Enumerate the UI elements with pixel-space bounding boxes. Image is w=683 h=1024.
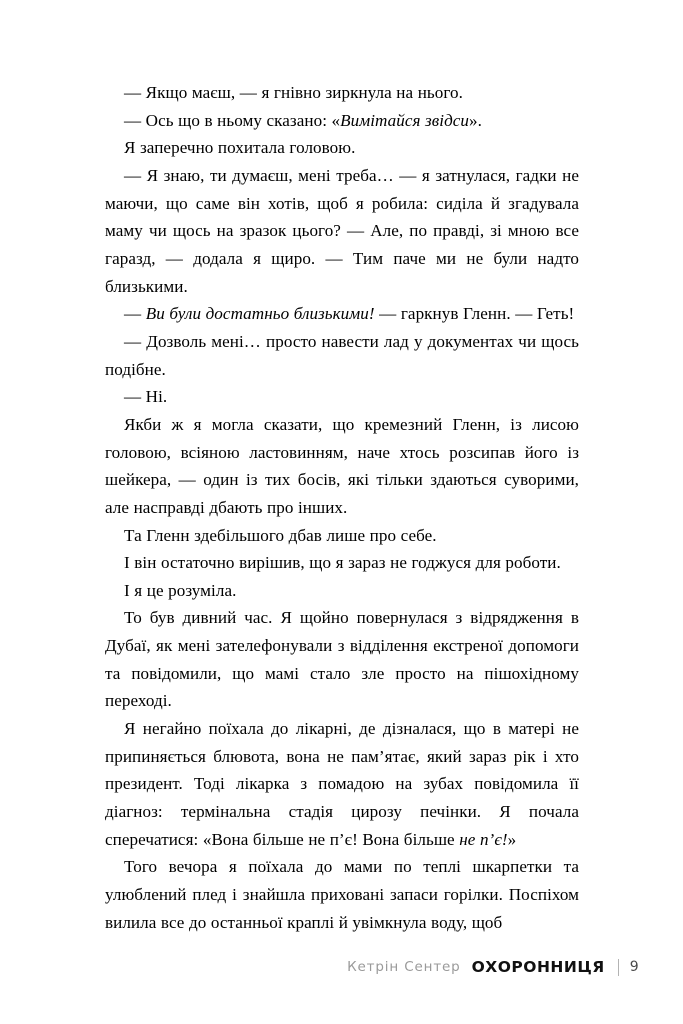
- paragraph: [105, 300, 579, 328]
- page-footer: [0, 952, 683, 982]
- text-run: То був дивний час. Я щойно повернулася з відрядження в Дубаї, як мені зателефонували з відділення екстреної допомоги та повідомили, що мамі стало зле просто на пішохідному переході.: [105, 608, 579, 711]
- text-run: — гаркнув Гленн. — Геть!: [374, 304, 575, 324]
- text-run: Та Гленн здебільшого дбав лише про себе.: [124, 525, 437, 545]
- text-run: Якби ж я могла сказати, що кремезний Гленн, із лисою головою, всіяною ластовинням, наче хтось розсипав його із шейкера, — один із тих босів, які тільки здаються суворими, але насправді дбають про інших.: [105, 414, 579, 517]
- text-run: І я це розуміла.: [124, 580, 237, 600]
- paragraph: [105, 549, 579, 577]
- text-run: — Дозволь мені… просто навести лад у документах чи щось подібне.: [105, 331, 579, 379]
- text-run: І він остаточно вирішив, що я зараз не годжуся для роботи.: [124, 553, 561, 573]
- text-run: — Ні.: [124, 387, 168, 407]
- paragraph: [105, 107, 579, 135]
- text-run: »: [507, 829, 517, 849]
- footer-separator-divider: [618, 959, 619, 976]
- paragraph: [105, 79, 579, 107]
- text-run: Я заперечно похитала головою.: [124, 138, 356, 158]
- paragraph: [105, 134, 579, 162]
- text-run: Я негайно поїхала до лікарні, де дізналася, що в матері не припиняється блювота, вона не пам’ятає, який зараз рік і хто президент. Тоді лікарка з помадою на зубах повідомила її діагноз: термінальна стадія цирозу печінки. Я почала сперечатися: «Вона більше не п’є! Вона більше: [105, 719, 579, 849]
- text-run: —: [124, 304, 146, 324]
- footer-page-number: 9: [629, 959, 639, 975]
- text-run: ».: [469, 110, 482, 130]
- paragraph: [105, 383, 579, 411]
- text-run: — Ось що в ньому сказано: «: [124, 110, 341, 130]
- footer-book-title: ОХОРОННИЦЯ: [471, 958, 605, 976]
- paragraph: [105, 522, 579, 550]
- italic-text-run: Ви були достатньо близькими!: [145, 304, 375, 324]
- paragraph: [105, 411, 579, 522]
- paragraph: [105, 715, 579, 853]
- text-run: — Якщо маєш, — я гнівно зиркнула на нього.: [124, 83, 463, 102]
- text-run: Того вечора я поїхала до мами по теплі шкарпетки та улюблений плед і знайшла приховані запаси горілки. Поспіхом вилила все до останньої краплі й увімкнула воду, щоб: [105, 857, 579, 932]
- paragraph: [105, 604, 579, 715]
- paragraph: [105, 853, 579, 936]
- page-body-text: [105, 79, 579, 936]
- italic-text-run: Вимітайся звідси: [340, 110, 470, 130]
- paragraph: [105, 162, 579, 300]
- footer-author-name: Кетрін Сентер: [347, 959, 461, 975]
- italic-text-run: не п’є!: [459, 829, 508, 849]
- paragraph: [105, 577, 579, 605]
- text-run: — Я знаю, ти думаєш, мені треба… — я затнулася, гадки не маючи, що саме він хотів, щоб я робила: сиділа й згадувала маму чи щось на зразок цього? — Але, по правді, зі мною все гаразд, — додала я щиро. — Тим паче ми не були надто близькими.: [105, 165, 579, 296]
- paragraph: [105, 328, 579, 383]
